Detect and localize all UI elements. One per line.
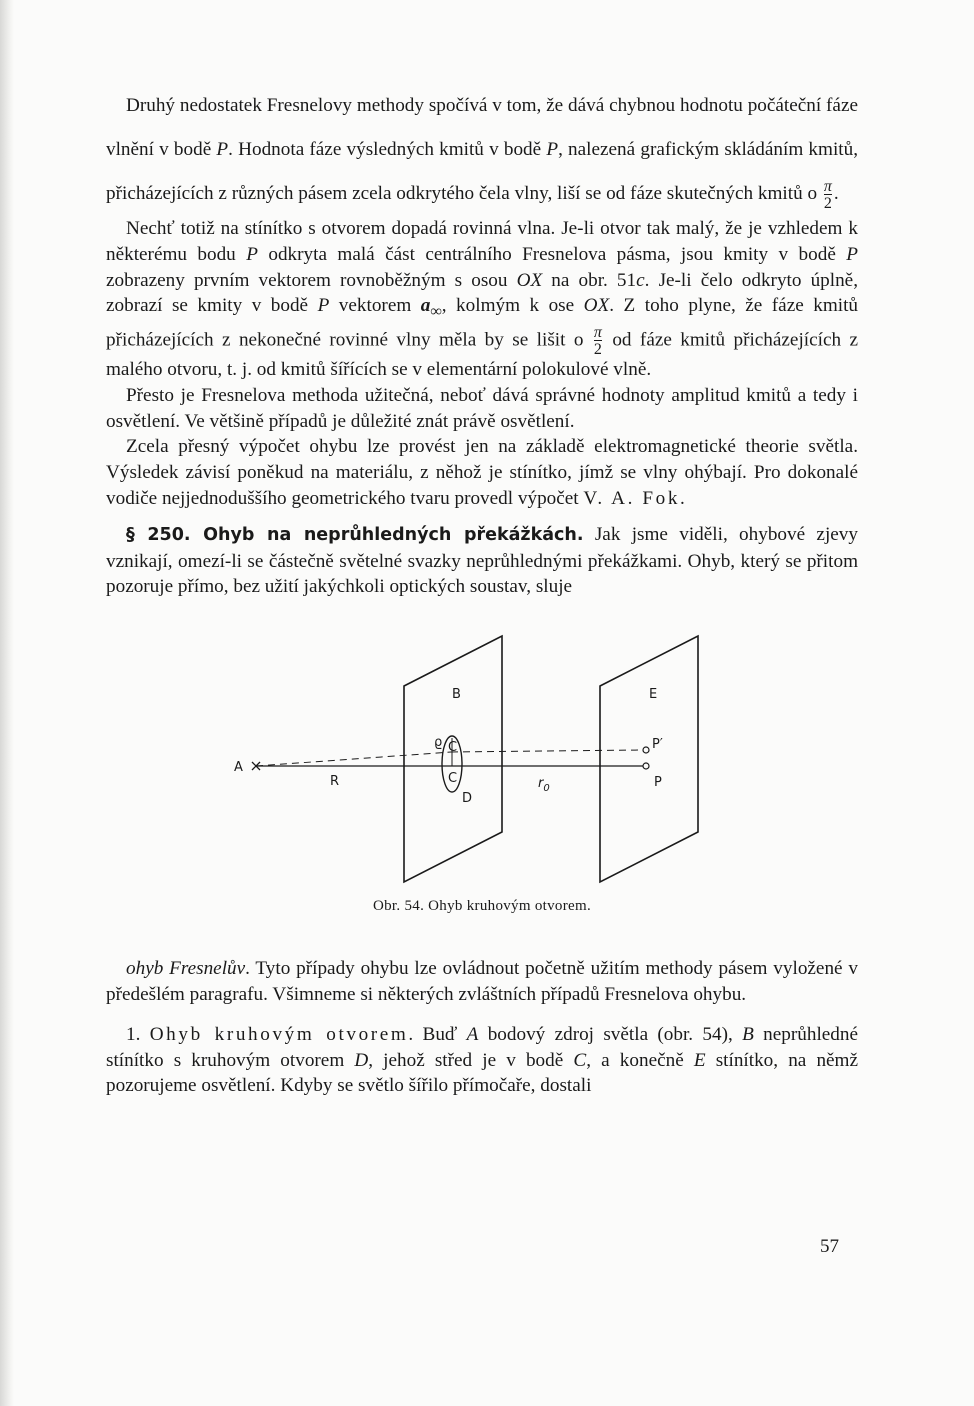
point-p xyxy=(643,763,649,769)
label-b: B xyxy=(452,687,461,703)
fraction-pi-over-2: $\frac{\pi}{2}$ xyxy=(823,177,832,212)
label-r: R xyxy=(330,774,340,790)
screen-b xyxy=(404,636,502,882)
label-c-upper: C xyxy=(448,740,458,756)
label-c-lower: C xyxy=(448,771,458,787)
ray-dashed xyxy=(451,750,644,752)
paragraph-4: Zcela přesný výpočet ohybu lze provést jen na základě elektromagnetické theorie světla. Výsledek závisí poněkud na materiálu, z něhož je stínítko, jímž se vlny ohýbají. Pro dokonalé vodiče nejjednoduššího geometrického tvaru provedl výpočet V. A. Fok. xyxy=(106,436,858,509)
paragraph-2: Nechť totiž na stínítko s otvorem dopadá rovinná vlna. Je-li otvor tak malý, že je vzhledem k některému bodu P odkryta malá část centrálního Fresnelova pásma, jsou kmity v bodě P zobrazeny prvním vektorem rovnoběžným s osou OX na obr. 51c. Je-li čelo odkryto úplně, zobrazí se kmity v bodě P vektorem $a_\infty$, kolmým k ose OX. Z toho plyne, že fáze kmitů přicházejících z nekonečné rovinné vlny měla by se lišit o $\frac{\pi}{2}$ od fáze kmitů přicházejících z malého otvoru, t. j. od kmitů šířících se v elementární polokulové vlně. xyxy=(106,218,859,381)
ray-dashed xyxy=(256,752,451,766)
figure-54 xyxy=(106,618,858,948)
page-content xyxy=(106,84,858,1099)
label-d: D xyxy=(462,791,473,807)
page-edge-shadow xyxy=(0,0,14,1406)
label-p: P xyxy=(654,775,662,791)
paragraph-3: Přesto je Fresnelova methoda užitečná, neboť dává správné hodnoty amplitud kmitů a tedy i osvětlení. Ve většině případů je důležité znát právě osvětlení. xyxy=(106,384,858,432)
label-e: E xyxy=(649,687,658,703)
screen-e xyxy=(600,636,698,882)
paragraph-6: ohyb Fresnelův. Tyto případy ohybu lze ovládnout početně užitím methody pásem vyložené v předešlém paragrafu. Všimneme si některých zvláštních případů Fresnelova ohybu. xyxy=(106,958,858,1005)
label-p-prime: P′ xyxy=(652,737,663,753)
diffraction-diagram xyxy=(106,618,858,918)
paragraph-1: Druhý nedostatek Fresnelovy methody spočívá v tom, že dává chybnou hodnotu počáteční fáze vlnění v bodě P. Hodnota fáze výsledných kmitů v bodě P, nalezená grafickým skládáním kmitů, přicházejících z různých pásem zcela odkrytého čela vlny, liší se od fáze skutečných kmitů o $\frac{\pi}{2}$ . xyxy=(106,95,859,212)
paragraph-7: 1. Ohyb kruhovým otvorem. Buď A bodový zdroj světla (obr. 54), B neprůhledné stínítko s kruhovým otvorem D, jehož střed je v bodě C, a konečně E stínítko, na němž pozorujeme osvětlení. Kdyby se světlo šířilo přímočaře, dostali xyxy=(106,1023,859,1097)
label-a: A xyxy=(234,760,243,776)
page-number: 57 xyxy=(820,1236,839,1257)
label-r0: $r_0$ xyxy=(538,776,550,795)
point-p-prime xyxy=(643,747,649,753)
label-rho: ϱ xyxy=(434,735,443,751)
figure-caption: Obr. 54. Ohyb kruhovým otvorem. xyxy=(372,898,592,915)
section-heading: § 250. Ohyb na neprůhledných překážkách. xyxy=(126,524,584,545)
fraction-pi-over-2: $\frac{\pi}{2}$ xyxy=(593,324,602,359)
paragraph-5: § 250. Ohyb na neprůhledných překážkách. Jak jsme viděli, ohybové zjevy vznikají, omezí-li se částečně světelné svazky neprůhlednými překážkami. Ohyb, který se přitom pozoruje přímo, bez užití jakýchkoli optických soustav, sluje xyxy=(106,523,858,598)
